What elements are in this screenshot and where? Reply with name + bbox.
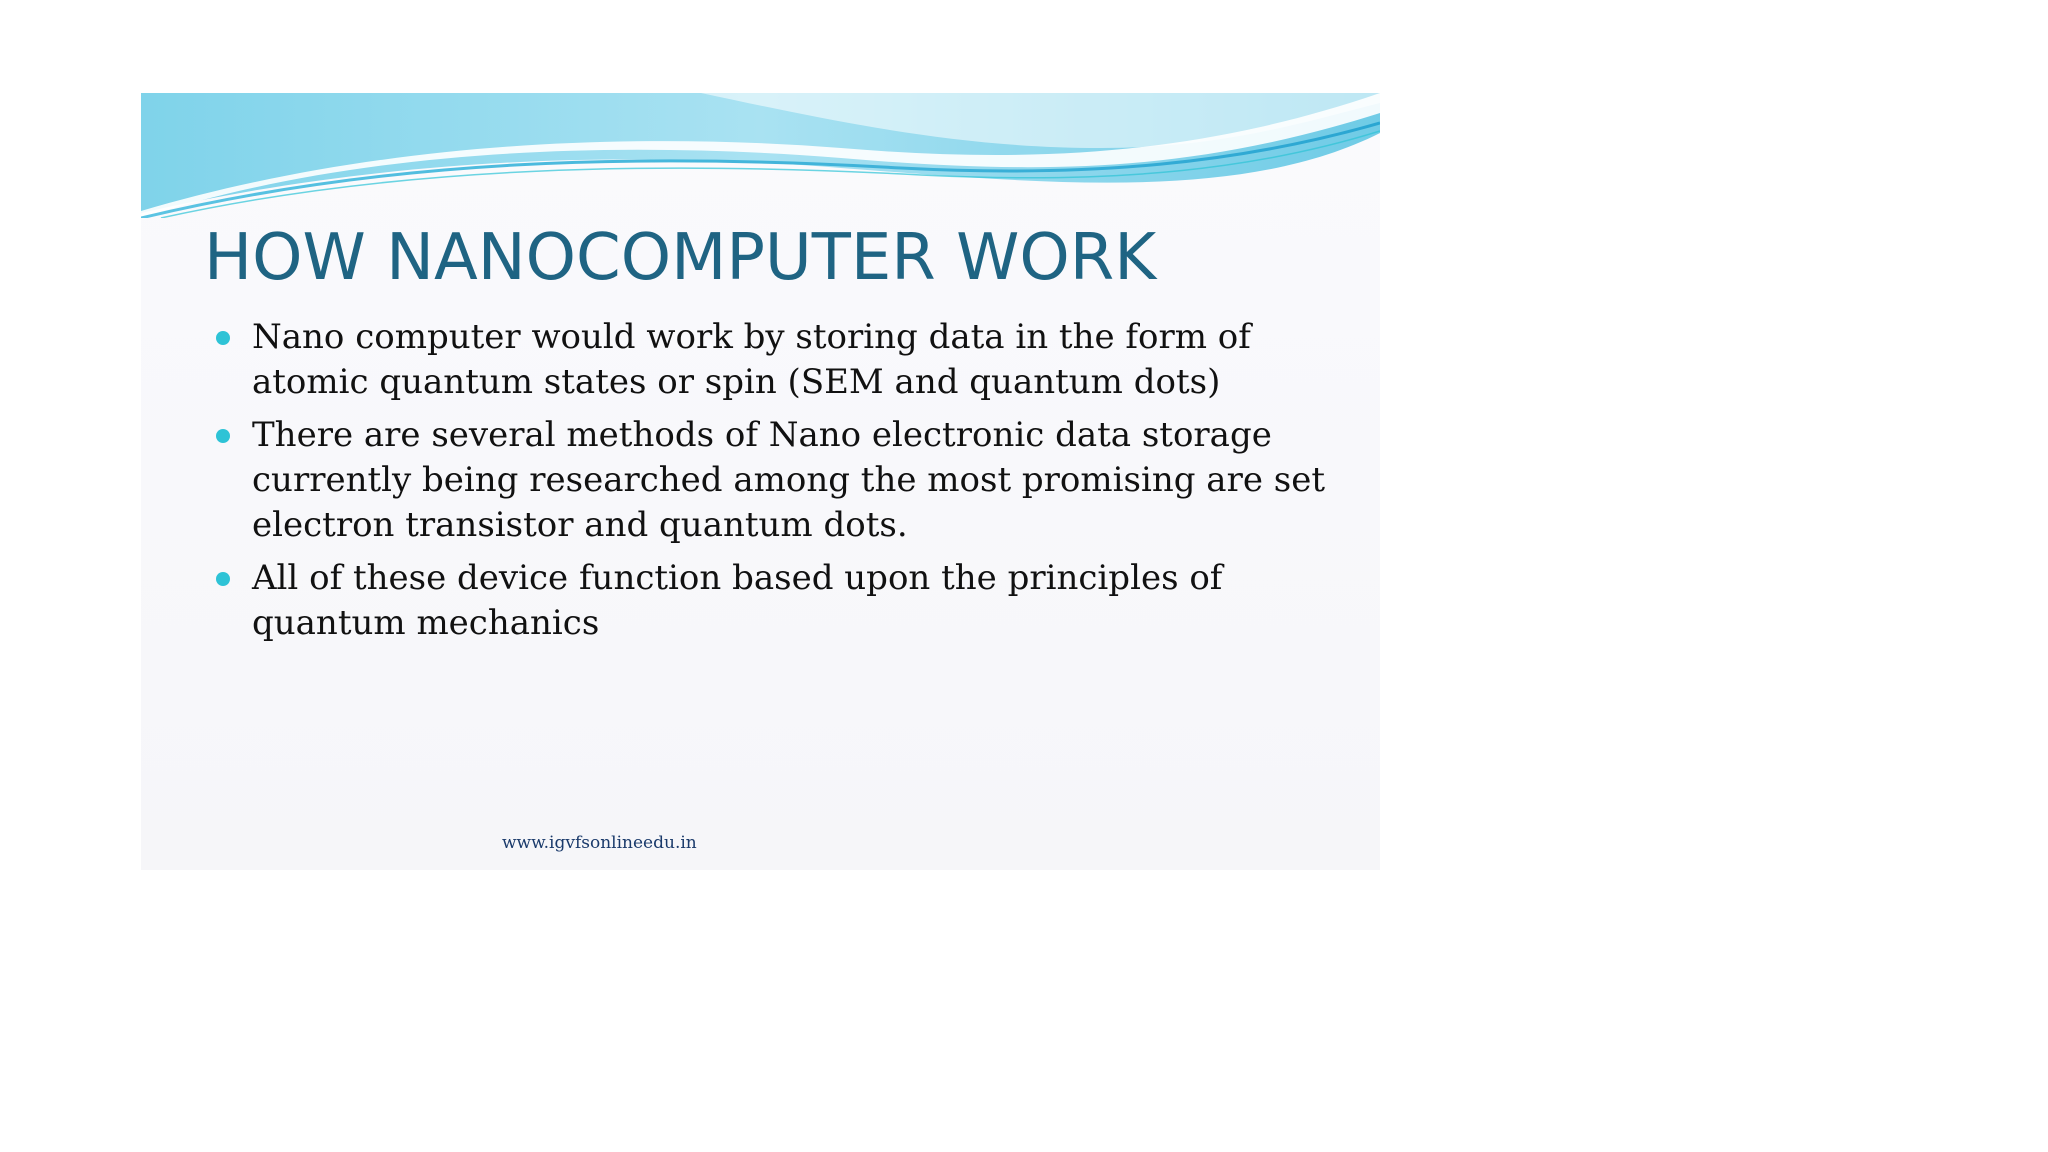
bullet-item <box>252 413 1342 548</box>
bullet-list <box>252 315 1342 654</box>
wave-banner-decoration <box>141 93 1380 218</box>
slide-title: HOW NANOCOMPUTER WORK <box>204 221 1157 295</box>
bullet-marker-icon <box>216 572 230 586</box>
footer-url: www.igvfsonlineedu.in <box>502 833 697 853</box>
bullet-text: Nano computer would work by storing data in the form of atomic quantum states or spin (SEM and quantum dots) <box>252 317 1251 402</box>
bullet-marker-icon <box>216 429 230 443</box>
slide <box>141 93 1380 870</box>
bullet-item <box>252 556 1342 646</box>
bullet-text: All of these device function based upon the principles of quantum mechanics <box>252 558 1223 643</box>
bullet-item <box>252 315 1342 405</box>
bullet-marker-icon <box>216 331 230 345</box>
bullet-text: There are several methods of Nano electronic data storage currently being researched among the most promising are set electron transistor and quantum dots. <box>252 415 1325 545</box>
